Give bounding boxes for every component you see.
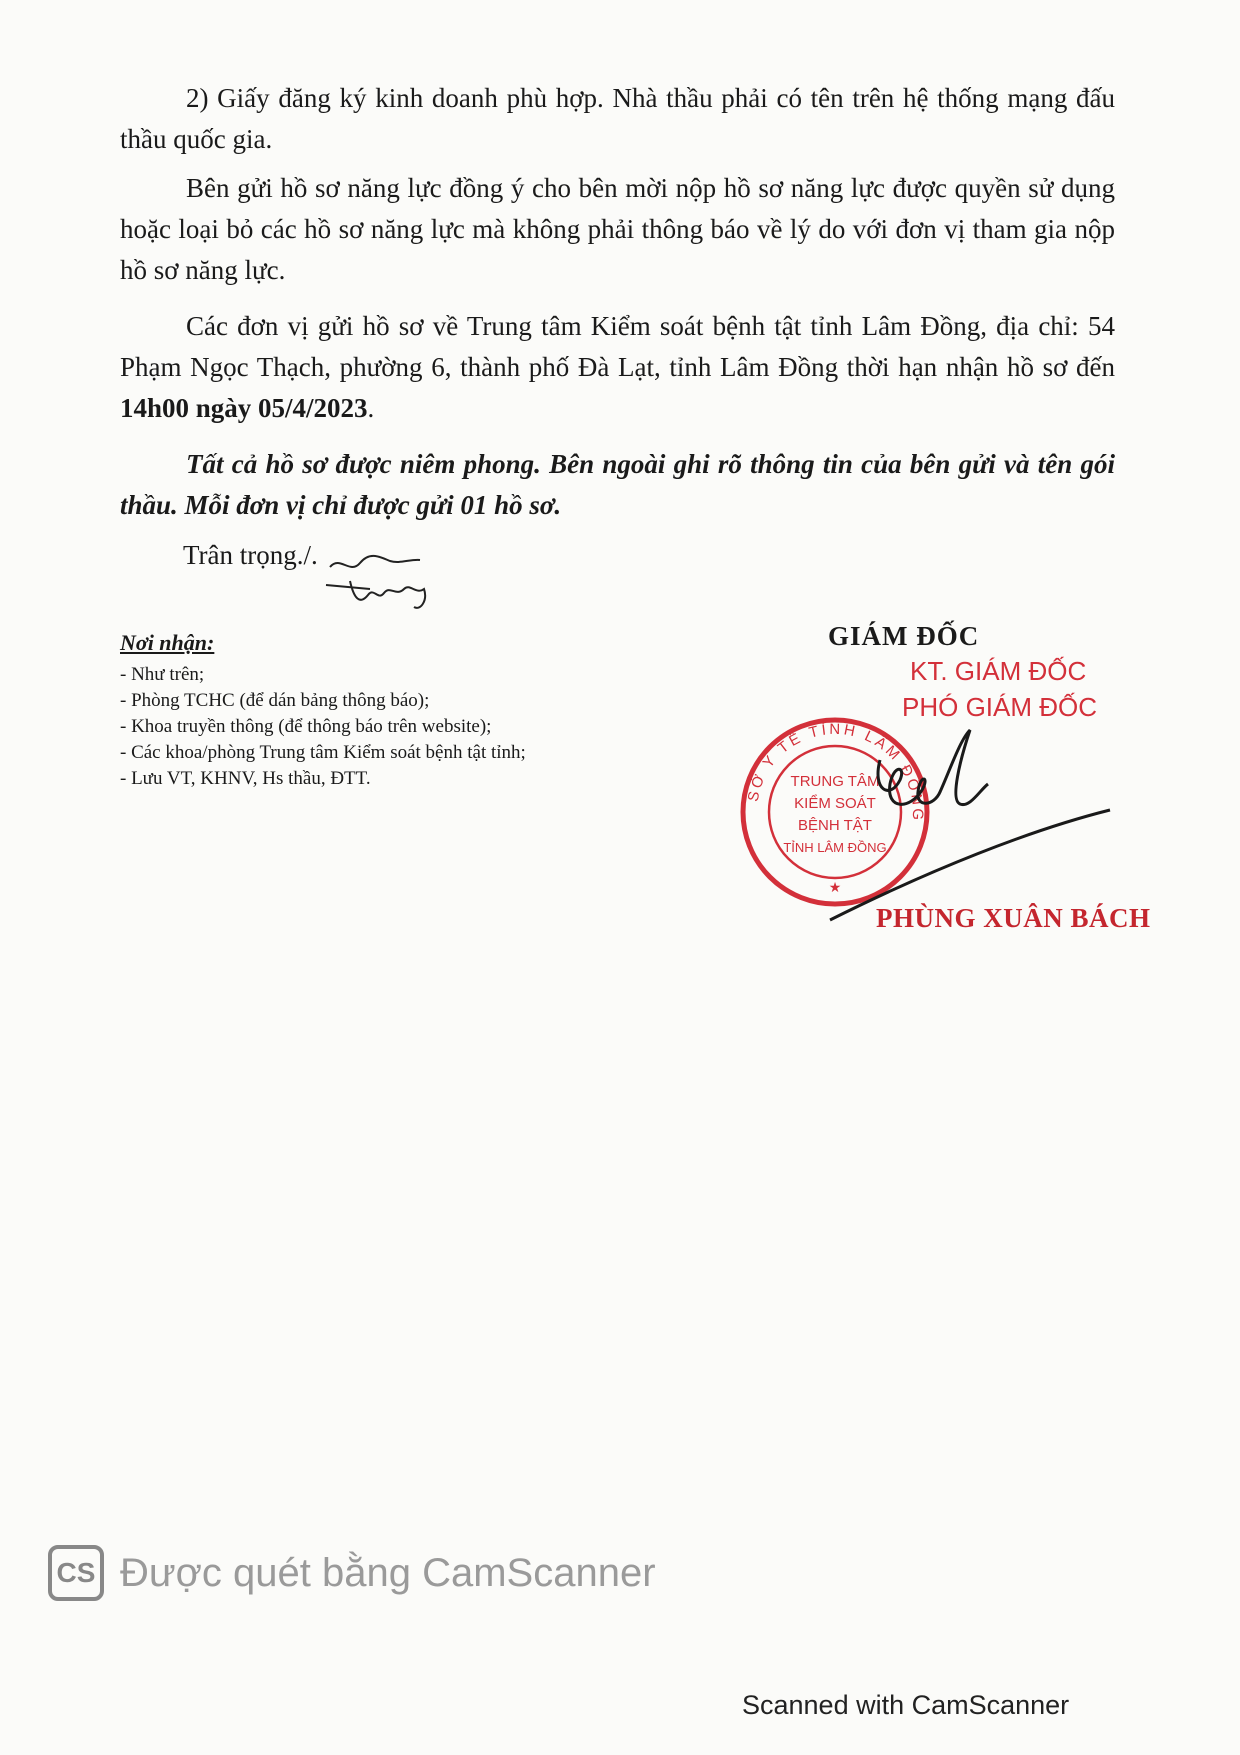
submission-end: . — [367, 393, 375, 423]
svg-text:TRUNG TÂM: TRUNG TÂM — [790, 773, 880, 790]
recipient-item: - Như trên; — [120, 664, 205, 685]
recipient-item: - Lưu VT, KHNV, Hs thầu, ĐTT. — [120, 768, 371, 789]
svg-text:KIỂM SOÁT: KIỂM SOÁT — [794, 795, 876, 812]
director-title: GIÁM ĐỐC — [828, 621, 980, 651]
signer-name: PHÙNG XUÂN BÁCH — [876, 903, 1151, 933]
initials-signature — [320, 545, 440, 615]
svg-text:BỆNH TẬT: BỆNH TẬT — [798, 817, 872, 834]
recipients-list — [120, 662, 680, 792]
camscanner-watermark — [48, 1545, 656, 1601]
paragraph-business-license: 2) Giấy đăng ký kinh doanh phù hợp. Nhà thầu phải có tên trên hệ thống mạng đấu thầu quốc gia. — [120, 83, 1115, 154]
recipients-title: Nơi nhận: — [120, 630, 215, 655]
recipient-item: - Các khoa/phòng Trung tâm Kiểm soát bệnh tật tỉnh; — [120, 742, 526, 763]
paragraph-consent: Bên gửi hồ sơ năng lực đồng ý cho bên mời nộp hồ sơ năng lực được quyền sử dụng hoặc loại bỏ các hồ sơ năng lực mà không phải thông báo về lý do với đơn vị tham gia nộp hồ sơ năng lực. — [120, 173, 1115, 285]
paragraph-submission-address — [120, 306, 1115, 429]
camscanner-watermark-text: Được quét bằng CamScanner — [120, 1550, 656, 1595]
recipient-item: - Khoa truyền thông (để thông báo trên website); — [120, 716, 492, 737]
camscanner-logo-icon: CS — [48, 1545, 104, 1601]
recipients-block — [120, 630, 680, 792]
recipient-item: - Phòng TCHC (để dán bảng thông báo); — [120, 690, 430, 711]
paragraph-sealed-notice: Tất cả hồ sơ được niêm phong. Bên ngoài ghi rõ thông tin của bên gửi và tên gói thầu. Mỗi đơn vị chỉ được gửi 01 hồ sơ. — [120, 449, 1115, 520]
scanned-footer: Scanned with CamScanner — [742, 1690, 1070, 1720]
kt-director-line: KT. GIÁM ĐỐC — [910, 656, 1087, 686]
svg-text:TỈNH LÂM ĐỒNG: TỈNH LÂM ĐỒNG — [783, 840, 887, 855]
svg-text:★: ★ — [828, 881, 842, 896]
handwritten-signature — [810, 700, 1170, 930]
svg-text:SỞ Y TẾ TỈNH LÂM ĐỒNG: SỞ Y TẾ TỈNH LÂM ĐỒNG — [744, 720, 927, 824]
closing-remark: Trân trọng./. — [183, 540, 318, 570]
deputy-director-line: PHÓ GIÁM ĐỐC — [902, 692, 1098, 722]
submission-deadline: 14h00 ngày 05/4/2023 — [120, 393, 368, 423]
submission-address-text: Các đơn vị gửi hồ sơ về Trung tâm Kiểm soát bệnh tật tỉnh Lâm Đồng, địa chỉ: 54 Phạm Ngọc Thạch, phường 6, thành phố Đà Lạt, tỉnh Lâm Đồng thời hạn nhận hồ sơ đến — [120, 311, 1115, 382]
